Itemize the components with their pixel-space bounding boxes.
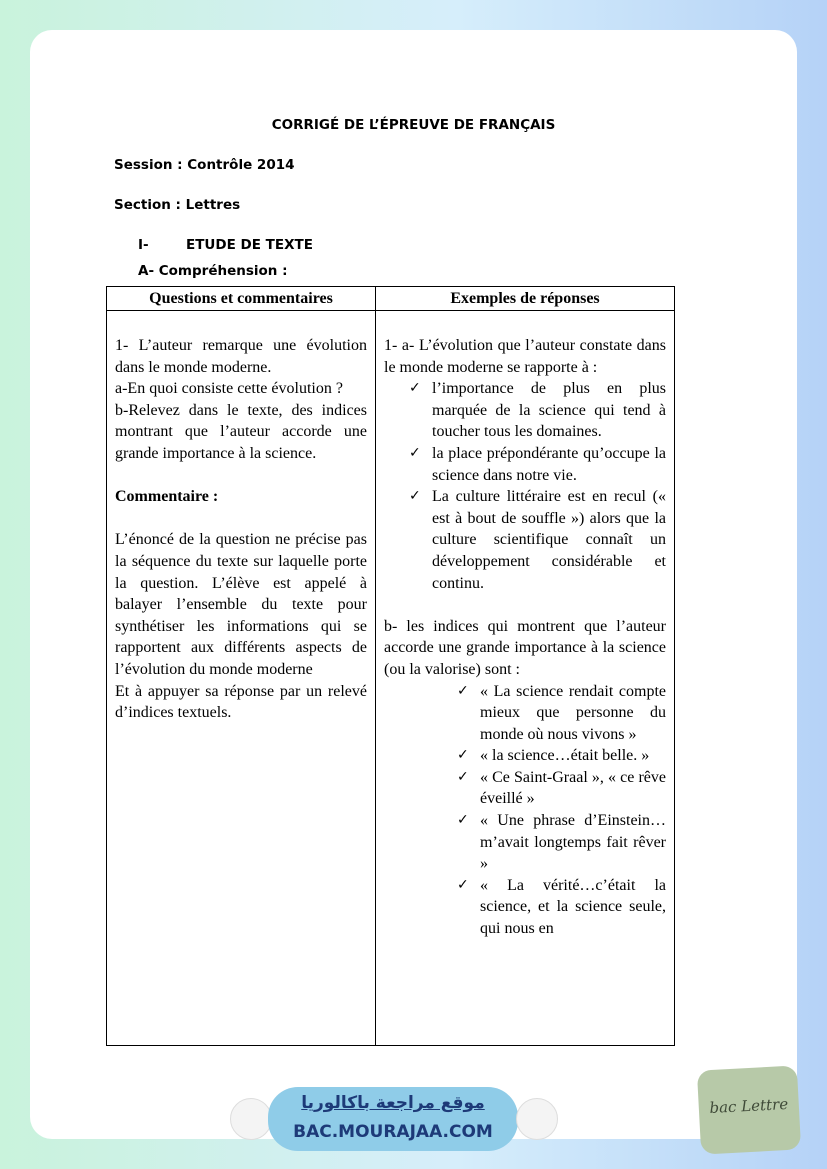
question-1a: a-En quoi consiste cette évolution ? [115,380,343,398]
site-url-link[interactable]: BAC.MOURAJAA.COM [293,1122,493,1142]
questions-cell [107,311,376,1046]
answer-table [106,286,675,1046]
commentaire-text: L’énoncé de la question ne précise pas la séquence du texte sur laquelle porte la question. L’élève est appelé à balayer l’ensemble du texte pour synthétiser les informations qui se rapportent aux différents aspects de l’évolution du monde moderne [115,531,367,678]
site-badge[interactable] [268,1087,518,1151]
list-item: ✓ La culture littéraire est en recul (« est à bout de souffle ») alors que la culture scientifique connaît un développement considérable et continu. [409,488,666,592]
check-icon: ✓ [409,488,421,505]
list-item: ✓ la place prépondérante qu’occupe la science dans notre vie. [409,444,666,484]
list-item: ✓ « La vérité…c’était la science, et la science seule, qui nous en [457,876,666,938]
section-line: Section : Lettres [114,197,241,213]
list-item: ✓ « Une phrase d’Einstein…m’avait longtemps fait rêver » [457,812,666,873]
stamp-label: bac Lettre [709,1094,789,1118]
site-logo-left [230,1098,272,1140]
answer-b-list [384,681,666,940]
site-logo-right [516,1098,558,1140]
site-name-arabic[interactable]: موقع مراجعة باكالوريا [301,1093,485,1113]
answer-a-intro: 1- a- L’évolution que l’auteur constate dans le monde moderne se rapporte à : [384,337,666,376]
document-title: CORRIGÉ DE L’ÉPREUVE DE FRANÇAIS [271,117,556,133]
question-1b: b-Relevez dans le texte, des indices montrant que l’auteur accorde une grande importance à la science. [115,401,367,462]
list-item: ✓ « la science…était belle. » [384,745,666,767]
sub-heading: A- Compréhension : [138,263,288,279]
part-number: I- [138,237,149,253]
check-icon: ✓ [457,876,469,893]
answers-cell [376,311,675,1046]
list-item: ✓ « Ce Saint-Graal », « ce rêve éveillé » [457,768,666,808]
question-1: 1- L’auteur remarque une évolution dans le monde moderne. [115,337,367,376]
list-item: ✓ « La science rendait compte mieux que personne du monde où nous vivons » [457,682,666,743]
check-icon: ✓ [457,812,469,829]
part-label: ETUDE DE TEXTE [186,237,313,253]
column-header-answers: Exemples de réponses [376,287,675,311]
answer-b-intro: b- les indices qui montrent que l’auteur accorde une grande importance à la science (ou la valorise) sont : [384,617,666,678]
commentaire-end: Et à appuyer sa réponse par un relevé d’indices textuels. [115,682,367,722]
check-icon: ✓ [457,682,469,699]
check-icon: ✓ [409,444,421,461]
check-icon: ✓ [457,747,469,764]
commentaire-label: Commentaire : [115,488,219,506]
bac-lettre-stamp [697,1065,801,1154]
session-line: Session : Contrôle 2014 [114,157,295,173]
list-item: ✓ l’importance de plus en plus marquée de la science qui tend à toucher tous les domaines. [409,380,666,441]
part-heading [138,237,313,253]
check-icon: ✓ [409,380,421,397]
column-header-questions: Questions et commentaires [107,287,376,311]
check-icon: ✓ [457,768,469,785]
answer-a-list [384,378,666,594]
